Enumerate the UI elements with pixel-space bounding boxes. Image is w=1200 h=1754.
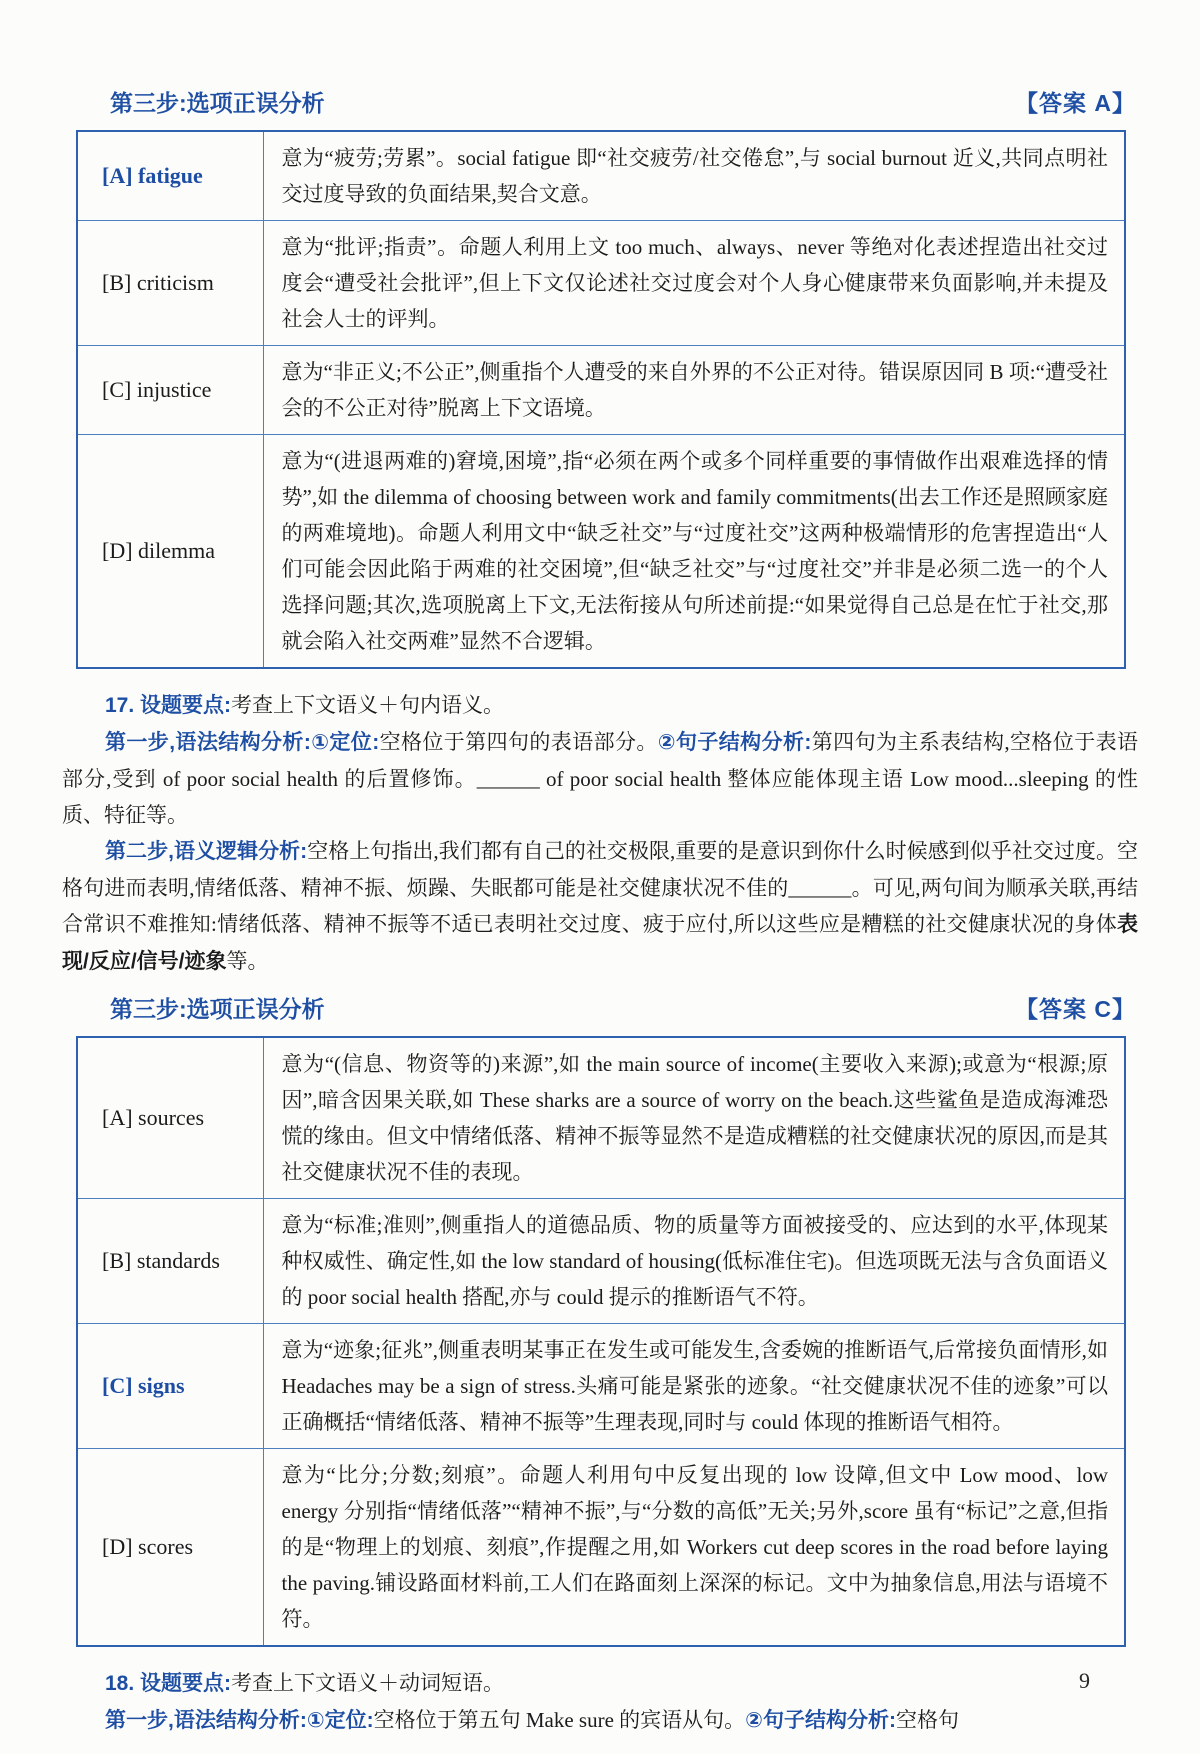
- page-number: 9: [1079, 1668, 1090, 1693]
- option-row-d: [77, 435, 1125, 669]
- option-analysis-d: 意为“(进退两难的)窘境,困境”,指“必须在两个或多个同样重要的事情做作出艰难选择的情势”,如 the dilemma of choosing between work and family commitments(出去工作还是照顾家庭的两难境地)。命题人利用文中“缺乏社交”与“过度社交”这两种极端情形的危害捏造出“人们可能会因此陷于两难的社交困境”,但“缺乏社交”与“过度社交”并非是必须二选一的个人选择问题;其次,选项脱离上下文,无法衔接从句所述前提:“如果觉得自己总是在忙于社交,那就会陷入社交两难”显然不合逻辑。: [263, 435, 1125, 669]
- answer-badge-q16: 【答案 A】: [1015, 90, 1136, 116]
- step1-structure-text: 空格句: [895, 1708, 959, 1732]
- step3-heading-q16: [62, 88, 1138, 118]
- option-analysis-a: 意为“(信息、物资等的)来源”,如 the main source of income(主要收入来源);或意为“根源;原因”,暗含因果关联,如 These sharks are a source of worry on the beach.这些鲨鱼是造成海滩恐慌的缘由。但文中情绪低落、精神不振等显然不是造成糟糕的社交健康状况的原因,而是其社交健康状况不佳的表现。: [263, 1037, 1125, 1199]
- option-analysis-b: 意为“标准;准则”,侧重指人的道德品质、物的质量等方面被接受的、应达到的水平,体现某种权威性、确定性,如 the low standard of housing(低标准住宅)。但选项既无法与含负面语义的 poor social health 搭配,亦与 could 提示的推断语气不符。: [263, 1199, 1125, 1324]
- question18-analysis: [62, 1665, 1138, 1739]
- option-analysis-c: 意为“非正义;不公正”,侧重指个人遭受的来自外界的不公正对待。错误原因同 B 项:“遭受社会的不公正对待”脱离上下文语境。: [263, 346, 1125, 435]
- option-row-a: [77, 131, 1125, 221]
- option-row-d: [77, 1449, 1125, 1647]
- answer-badge-q17: 【答案 C】: [1015, 996, 1136, 1022]
- step2-bold-keywords: 表现/反应/信号/迹象: [62, 913, 1138, 973]
- step1-structure-label: ②句子结构分析:: [745, 1709, 896, 1732]
- question17-analysis: [62, 687, 1138, 980]
- step3-title-q16: 第三步:选项正误分析: [110, 90, 325, 116]
- option-analysis-b: 意为“批评;指责”。命题人利用上文 too much、always、never 等绝对化表述捏造出社交过度会“遭受社会批评”,但上下文仅论述社交过度会对个人身心健康带来负面影响,并未提及社会人士的评判。: [263, 221, 1125, 346]
- options-table-q17: [76, 1036, 1126, 1647]
- step1-locate-text: 空格位于第四句的表语部分。: [379, 730, 658, 754]
- step1-label: 第一步,语法结构分析:: [105, 731, 311, 754]
- option-label-b-criticism: [B] criticism: [77, 221, 263, 346]
- question17-point-text: 考查上下文语义＋句内语义。: [231, 693, 505, 717]
- step3-heading-q17: [62, 994, 1138, 1024]
- step2-label: 第二步,语义逻辑分析:: [105, 840, 308, 863]
- step3-title-q17: 第三步:选项正误分析: [110, 996, 325, 1022]
- step1-structure-label: ②句子结构分析:: [657, 731, 812, 754]
- step1-locate-label: ①定位:: [306, 1709, 374, 1732]
- option-label-d-scores: [D] scores: [77, 1449, 263, 1647]
- option-label-c-signs: [C] signs: [77, 1324, 263, 1449]
- question18-step1-paragraph: [62, 1702, 1138, 1739]
- option-row-b: [77, 1199, 1125, 1324]
- option-label-a-sources: [A] sources: [77, 1037, 263, 1199]
- option-row-c: [77, 1324, 1125, 1449]
- question18-number-label: 18. 设题要点:: [105, 1672, 232, 1695]
- option-label-c-injustice: [C] injustice: [77, 346, 263, 435]
- question17-number-label: 17. 设题要点:: [105, 694, 232, 717]
- option-row-c: [77, 346, 1125, 435]
- option-label-b-standards: [B] standards: [77, 1199, 263, 1324]
- option-analysis-a: 意为“疲劳;劳累”。social fatigue 即“社交疲劳/社交倦怠”,与 social burnout 近义,共同点明社交过度导致的负面结果,契合文意。: [263, 131, 1125, 221]
- question17-step1-paragraph: [62, 724, 1138, 833]
- step1-locate-label: ①定位:: [310, 731, 380, 754]
- option-row-a: [77, 1037, 1125, 1199]
- question18-heading-line: [62, 1665, 1138, 1702]
- step1-label: 第一步,语法结构分析:: [105, 1709, 307, 1732]
- step2-text-2: 等。: [226, 949, 269, 973]
- step2-text-1: 空格上句指出,我们都有自己的社交极限,重要的是意识到你什么时候感到似乎社交过度。空格句进而表明,情绪低落、精神不振、烦躁、失眠都可能是社交健康状况不佳的______。可见,两句间为顺承关联,再结合常识不难推知:情绪低落、精神不振等不适已表明社交过度、疲于应付,所以这些应是糟糕的社交健康状况的身体: [62, 839, 1138, 936]
- option-row-b: [77, 221, 1125, 346]
- question18-point-text: 考查上下文语义＋动词短语。: [231, 1671, 505, 1695]
- option-analysis-d: 意为“比分;分数;刻痕”。命题人利用句中反复出现的 low 设障,但文中 Low mood、low energy 分别指“情绪低落”“精神不振”,与“分数的高低”无关;另外,score 虽有“标记”之意,但指的是“物理上的划痕、刻痕”,作提醒之用,如 Workers cut deep scores in the road before laying the paving.铺设路面材料前,工人们在路面刻上深深的标记。文中为抽象信息,用法与语境不符。: [263, 1449, 1125, 1647]
- options-table-q16: [76, 130, 1126, 669]
- option-label-a-fatigue: [A] fatigue: [77, 131, 263, 221]
- step1-locate-text: 空格位于第五句 Make sure 的宾语从句。: [373, 1708, 746, 1732]
- option-label-d-dilemma: [D] dilemma: [77, 435, 263, 669]
- question17-heading-line: [62, 687, 1138, 724]
- option-analysis-c: 意为“迹象;征兆”,侧重表明某事正在发生或可能发生,含委婉的推断语气,后常接负面情形,如 Headaches may be a sign of stress.头痛可能是紧张的迹象。“社交健康状况不佳的迹象”可以正确概括“情绪低落、精神不振等”生理表现,同时与 could 体现的推断语气相符。: [263, 1324, 1125, 1449]
- question17-step2-paragraph: [62, 833, 1138, 980]
- step1-structure-text: 第四句为主系表结构,空格位于表语部分,受到 of poor social health 的后置修饰。______ of poor social health 整体应能体现主语 Low mood...sleeping 的性质、特征等。: [62, 730, 1139, 827]
